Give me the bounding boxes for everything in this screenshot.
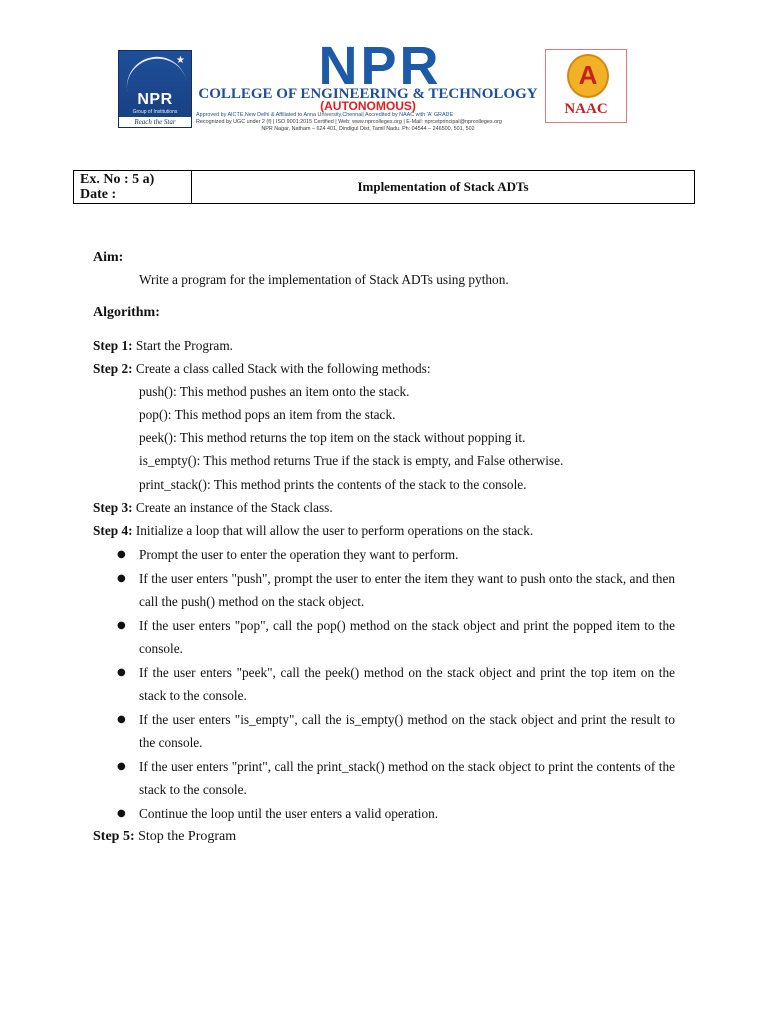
autonomous-label: (AUTONOMOUS): [320, 99, 416, 113]
algorithm-heading: Algorithm:: [93, 305, 160, 320]
step-label: Step 1:: [93, 338, 133, 353]
method-push: push(): This method pushes an item onto the stack.: [139, 384, 410, 399]
step-1: [93, 337, 233, 355]
step-text: Create an instance of the Stack class.: [135, 500, 333, 515]
method-print-stack: print_stack(): This method prints the contents of the stack to the console.: [139, 477, 527, 492]
address-line: NPR Nagar, Natham – 624 401, Dindigul Dist, Tamil Nadu. Ph: 04544 – 246500, 501, 502: [261, 126, 475, 132]
star-icon: ★: [176, 55, 185, 66]
accreditation-line: Approved by AICTE,New Delhi & Affiliated to Anna University,Chennai| Accredited by NAAC with 'A' GRADE: [196, 112, 454, 118]
experiment-title: Implementation of Stack ADTs: [357, 179, 529, 194]
naac-label: NAAC: [564, 101, 608, 117]
step-text: Start the Program.: [135, 338, 233, 353]
naac-logo: [545, 49, 627, 123]
aim-heading: Aim:: [93, 250, 124, 265]
bullet-icon: ●: [117, 620, 126, 631]
method-is-empty: is_empty(): This method returns True if the stack is empty, and False otherwise.: [139, 453, 564, 468]
bullet-icon: ●: [117, 714, 126, 725]
step-5: [93, 828, 236, 846]
bullet-icon: ●: [117, 667, 126, 678]
method-pop: pop(): This method pops an item from the stack.: [139, 407, 396, 422]
brand-title: NPR: [318, 36, 442, 96]
step-2: [93, 360, 431, 378]
method-peek: peek(): This method returns the top item on the stack without popping it.: [139, 430, 526, 445]
recognition-line: Recognized by UGC under 2 (f) | ISO 9001:2015 Certified | Web: www.nprcolleges.org | E-Mail: nprcetprincipal@nprcolleges.org: [196, 119, 502, 125]
step-text: Create a class called Stack with the following methods:: [135, 361, 431, 376]
college-name: COLLEGE OF ENGINEERING & TECHNOLOGY: [198, 86, 538, 102]
npr-group-logo: [118, 50, 192, 128]
step-label: Step 4:: [93, 523, 133, 538]
grade-badge: A: [567, 54, 609, 98]
step-label: Step 3:: [93, 500, 133, 515]
bullet-icon: ●: [117, 573, 126, 584]
bullet-item: If the user enters "is_empty", call the is_empty() method on the stack object and print the result to the console.: [139, 712, 675, 751]
step-label: Step 5:: [93, 829, 135, 844]
step-3: [93, 499, 333, 517]
experiment-number: Ex. No : 5 a): [80, 172, 155, 187]
bullet-item: If the user enters "pop", call the pop() method on the stack object and print the popped item to the console.: [139, 618, 675, 657]
bullet-item: If the user enters "push", prompt the user to enter the item they want to push onto the stack, and then call the push() method on the stack object.: [139, 571, 675, 610]
bullet-icon: ●: [117, 808, 126, 819]
bullet-icon: ●: [117, 761, 126, 772]
experiment-info-cell: [74, 171, 192, 203]
bullet-item: If the user enters "peek", call the peek() method on the stack object and print the top item on the stack to the console.: [139, 665, 675, 704]
bullet-item: Prompt the user to enter the operation they want to perform.: [139, 547, 459, 562]
step-text: Initialize a loop that will allow the user to perform operations on the stack.: [135, 523, 534, 538]
bullet-icon: ●: [117, 549, 126, 560]
bullet-item: Continue the loop until the user enters a valid operation.: [139, 806, 439, 821]
experiment-title-table: [73, 170, 695, 204]
step-label: Step 2:: [93, 361, 133, 376]
step-text: Stop the Program: [138, 829, 237, 844]
logo-group-text: Group of Institutions: [132, 109, 178, 115]
bullet-item: If the user enters "print", call the print_stack() method on the stack object to print the contents of the stack to the console.: [139, 759, 675, 798]
logo-tagline: Reach the Star: [119, 117, 191, 127]
step-4: [93, 522, 533, 540]
logo-npr-text: NPR: [137, 91, 173, 108]
experiment-date: Date :: [80, 187, 117, 202]
aim-text: Write a program for the implementation of Stack ADTs using python.: [139, 272, 509, 287]
